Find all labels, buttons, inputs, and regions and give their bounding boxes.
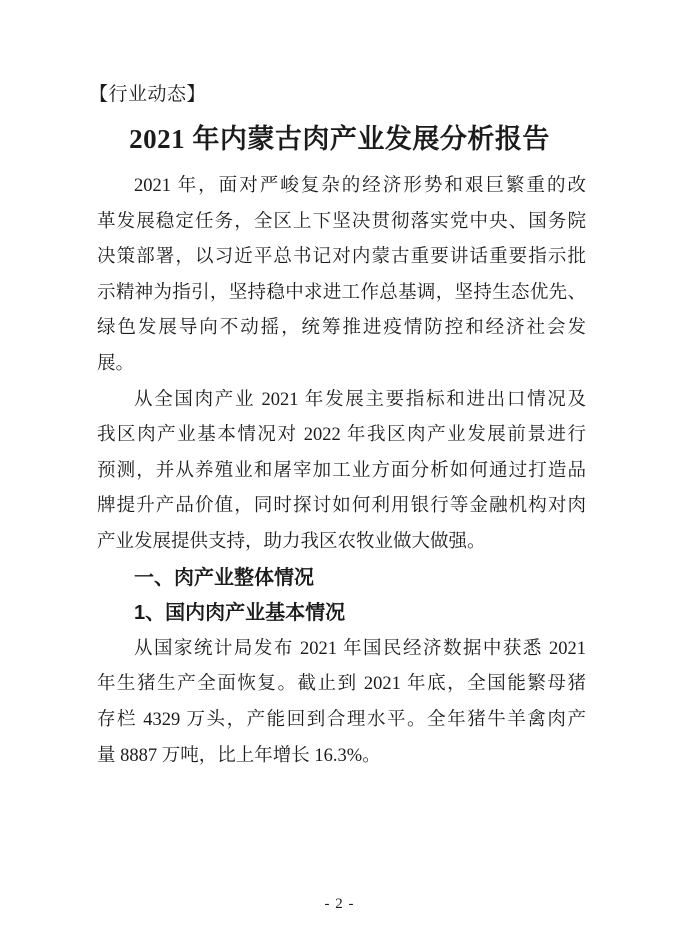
text-line: 绿色发展导向不动摇，统筹推进疫情防控和经济社会发	[97, 318, 586, 339]
text-line: 存栏 4329 万头，产能回到合理水平。全年猪牛羊禽肉产	[97, 709, 586, 730]
text-line: 预测，并从养殖业和屠宰加工业方面分析如何通过打造品	[97, 460, 586, 481]
paragraph	[97, 169, 586, 383]
document-title: 2021 年内蒙古肉产业发展分析报告	[129, 124, 550, 154]
text-line: 展。	[97, 353, 135, 374]
text-line: 量 8887 万吨，比上年增长 16.3%。	[97, 745, 381, 766]
category-tag: 【行业动态】	[89, 84, 207, 105]
text-line: 示精神为指引，坚持稳中求进工作总基调，坚持生态优先、	[97, 282, 586, 303]
text-line: 产业发展提供支持，助力我区农牧业做大做强。	[97, 531, 486, 552]
text-line: 2021 年，面对严峻复杂的经济形势和艰巨繁重的改	[134, 176, 586, 196]
text-line: 牌提升产品价值，同时探讨如何利用银行等金融机构对肉	[97, 496, 586, 517]
paragraph	[97, 383, 586, 561]
text-line: 我区肉产业基本情况对 2022 年我区肉产业发展前景进行	[97, 425, 586, 446]
text-line: 决策部署，以习近平总书记对内蒙古重要讲话重要指示批	[97, 247, 586, 268]
page-number: - 2 -	[324, 896, 355, 912]
text-line: 革发展稳定任务，全区上下坚决贯彻落实党中央、国务院	[97, 211, 586, 232]
paragraph	[97, 632, 586, 774]
subsection-heading: 1、国内肉产业基本情况	[134, 602, 346, 625]
text-line: 年生猪生产全面恢复。截止到 2021 年底，全国能繁母猪	[97, 674, 586, 695]
text-line: 从国家统计局发布 2021 年国民经济数据中获悉 2021	[134, 638, 586, 659]
text-line: 从全国肉产业 2021 年发展主要指标和进出口情况及	[134, 389, 586, 410]
document-body	[97, 169, 586, 774]
section-heading: 一、肉产业整体情况	[134, 566, 314, 589]
